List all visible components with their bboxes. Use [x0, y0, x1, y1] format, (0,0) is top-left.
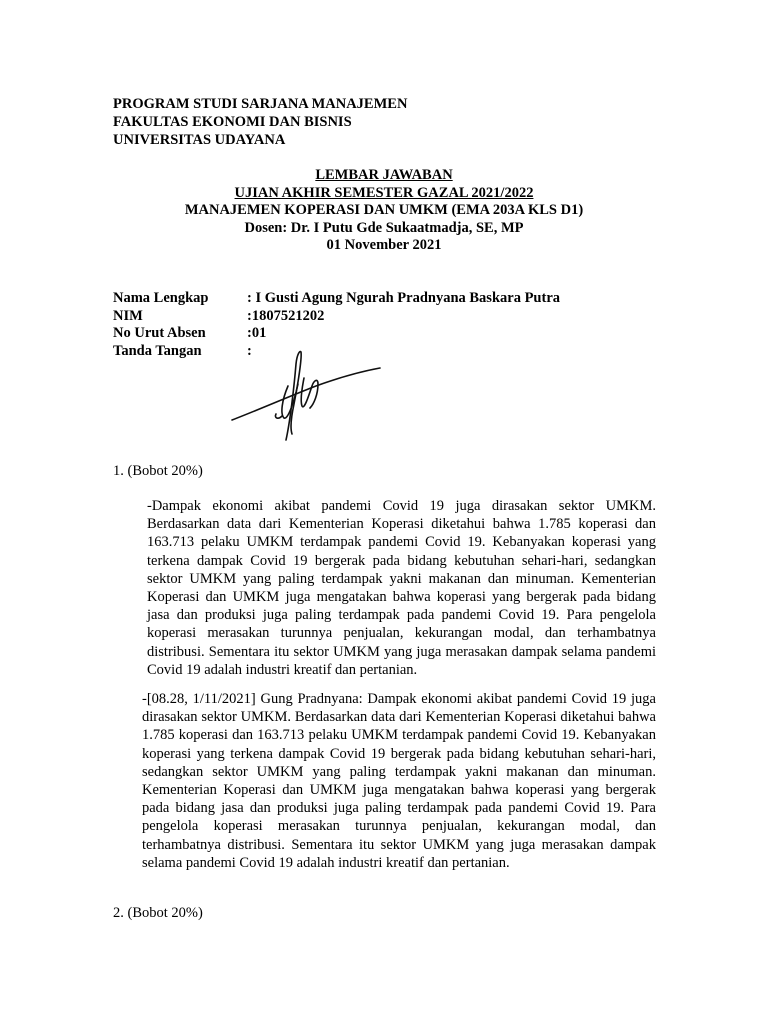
- university-name: UNIVERSITAS UDAYANA: [113, 132, 286, 148]
- question-1-label: 1. (Bobot 20%): [113, 463, 203, 479]
- lecturer-line: Dosen: Dr. I Putu Gde Sukaatmadja, SE, MP: [244, 219, 524, 236]
- program-name: PROGRAM STUDI SARJANA MANAJEMEN: [113, 96, 408, 112]
- answer-2-paragraph: -[08.28, 1/11/2021] Gung Pradnyana: Dampak ekonomi akibat pandemi Covid 19 juga dirasakan sektor UMKM. Berdasarkan data dari Kementerian Koperasi diketahui bahwa 1.785 koperasi dan 163.713 pelaku UMKM terdampak pandemi Covid 19. Kebanyakan koperasi yang terkena dampak Covid 19 bergerak pada bidang kebutuhan sehari-hari, sedangkan sektor UMKM yang paling terdampak yakni makanan dan minuman. Kementerian Koperasi dan UMKM juga mengatakan bahwa koperasi yang bergerak pada bidang jasa dan produksi juga paling terdampak pada pandemi Covid 19. Para pengelola koperasi merasakan turunnya penjualan, kekurangan modal, dan terhambatnya distribusi. Sementara itu sektor UMKM yang juga merasakan dampak selama pandemi Covid 19 adalah industri kreatif dan pertanian.: [142, 691, 656, 871]
- identity-row-name: [113, 290, 560, 308]
- identity-label: Tanda Tangan: [113, 342, 202, 359]
- course-title: MANAJEMEN KOPERASI DAN UMKM (EMA 203A KLS D1): [184, 202, 584, 218]
- identity-label: No Urut Absen: [113, 325, 206, 341]
- identity-value: :1807521202: [247, 307, 325, 324]
- handwritten-signature: [228, 344, 384, 454]
- answer-1-paragraph: -Dampak ekonomi akibat pandemi Covid 19 juga dirasakan sektor UMKM. Berdasarkan data dari Kementerian Koperasi diketahui bahwa 1.785 koperasi dan 163.713 pelaku UMKM terdampak pandemi Covid 19. Kebanyakan koperasi yang terkena dampak Covid 19 bergerak pada bidang kebutuhan sehari-hari, sedangkan sektor UMKM yang paling terdampak yakni makanan dan minuman. Kementerian Koperasi dan UMKM juga mengatakan bahwa koperasi yang bergerak pada bidang jasa dan produksi juga paling terdampak pada pandemi Covid 19. Para pengelola koperasi merasakan turunnya penjualan, kekurangan modal, dan terhambatnya distribusi. Sementara itu sektor UMKM yang juga merasakan dampak selama pandemi Covid 19 adalah industri kreatif dan pertanian.: [147, 498, 656, 678]
- question-2-label: 2. (Bobot 20%): [113, 905, 203, 921]
- identity-value: :: [247, 342, 252, 359]
- faculty-name: FAKULTAS EKONOMI DAN BISNIS: [113, 114, 352, 130]
- exam-title: UJIAN AKHIR SEMESTER GAZAL 2021/2022: [234, 184, 534, 201]
- sheet-title: LEMBAR JAWABAN: [315, 167, 453, 183]
- exam-date: 01 November 2021: [326, 237, 442, 253]
- identity-value: :01: [247, 325, 267, 341]
- answer-1-text: [117, 497, 656, 679]
- answer-2-text: [113, 690, 656, 872]
- identity-label: NIM: [113, 307, 143, 324]
- identity-row-nim: [113, 308, 560, 326]
- document-title: [0, 167, 768, 255]
- institution-header: [113, 95, 407, 149]
- identity-row-absen: [113, 325, 560, 343]
- identity-label: Nama Lengkap: [113, 290, 209, 306]
- identity-value: : I Gusti Agung Ngurah Pradnyana Baskara Putra: [247, 290, 561, 306]
